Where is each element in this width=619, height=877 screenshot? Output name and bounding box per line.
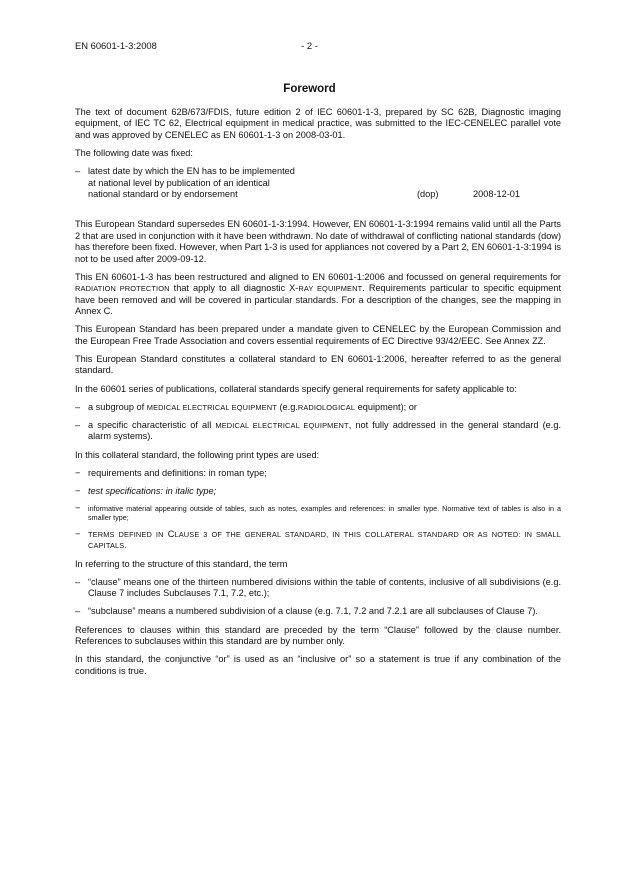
print-type-small: − informative material appearing outside of tables, such as notes, examples and references: in smaller type. Normative text of tables is also in a smaller type; [75, 504, 561, 522]
paragraph-inclusive-or: In this standard, the conjunctive “or” is used as an “inclusive or” so a statement is true if any combination of the conditions is true. [75, 654, 561, 676]
paragraph-restructured: This EN 60601-1-3 has been restructured and aligned to EN 60601-1:2006 and focussed on general requirements for RADIATION PROTECTION that apply to all diagnostic X-RAY EQUIPMENT. Requirements particular to specific equipment have been removed and will be covered in particular standards. For a description of the changes, see the mapping in Annex C. [75, 271, 561, 317]
body-text [75, 107, 561, 684]
smallcaps-radiological: RADIOLOGICAL [297, 402, 356, 412]
smallcaps-radiation-protection: RADIATION PROTECTION [75, 284, 170, 294]
list-dash [75, 606, 80, 617]
list-dash [75, 420, 80, 431]
section-title: Foreword [283, 83, 336, 95]
paragraph-structure-terms: In referring to the structure of this standard, the term [75, 558, 288, 569]
document-id: EN 60601-1-3:2008 [75, 40, 157, 51]
print-type-italic: − test specifications: in italic type; [75, 486, 561, 497]
print-type-roman: − requirements and definitions: in roman type; [75, 468, 561, 479]
paragraph-mandate: This European Standard has been prepared under a mandate given to CENELEC by the European Commission and the European Free Trade Association and covers essential requirements of EC Directive 93/42/EEC. See Annex ZZ. [75, 324, 561, 346]
list-dash [75, 166, 80, 177]
paragraph-document-origin: The text of document 62B/673/FDIS, future edition 2 of IEC 60601-1-3, prepared by SC 62B, Diagnostic imaging equipment, of IEC TC 62, Electrical equipment in medical practice, was submitted to the IEC-CENELEC parallel vote and was approved by CENELEC as EN 60601-1-3 on 2008-03-01. [75, 107, 561, 140]
paragraph-references: References to clauses within this standard are preceded by the term “Clause” followed by the clause number. References to subclauses within this standard are by number only. [75, 624, 561, 646]
smallcaps-medical-electrical-equipment: MEDICAL ELECTRICAL EQUIPMENT [215, 420, 349, 430]
dop-date: 2008-12-01 [473, 189, 520, 200]
list-item-subgroup: – a subgroup of MEDICAL ELECTRICAL EQUIPMENT (e.g.RADIOLOGICAL equipment); or [75, 402, 561, 413]
list-dash [75, 402, 80, 413]
print-type-smallcaps: − TERMS DEFINED IN CLAUSE 3 OF THE GENERAL STANDARD, IN THIS COLLATERAL STANDARD OR AS NOTED: IN SMALL CAPITALS. [75, 529, 561, 552]
list-dash [75, 577, 80, 588]
dop-line-1: latest date by which the EN has to be implemented [88, 166, 295, 177]
paragraph-print-types: In this collateral standard, the following print types are used: [75, 449, 320, 460]
smallcaps-medical-electrical-equipment: MEDICAL ELECTRICAL EQUIPMENT [146, 402, 277, 412]
smallcaps-ray-equipment: RAY EQUIPMENT [298, 284, 363, 294]
dop-code: (dop) [417, 189, 439, 200]
list-item-characteristic: – a specific characteristic of all MEDICAL ELECTRICAL EQUIPMENT, not fully addressed in the general standard (e.g. alarm systems). [75, 420, 561, 443]
list-dash [75, 529, 80, 540]
page-number: - 2 - [301, 40, 318, 51]
dop-line-3: national standard or by endorsement [88, 189, 238, 200]
term-subclause: – “subclause” means a numbered subdivision of a clause (e.g. 7.1, 7.2 and 7.2.1 are all subclauses of Clause 7). [75, 606, 561, 617]
paragraph-supersedes: This European Standard supersedes EN 60601-1-3:1994. However, EN 60601-1-3:1994 remains valid until all the Parts 2 that are used in conjunction with it have been withdrawn. No date of withdrawal of conflicting national standards (dow) has therefore been fixed. However, when Part 1-3 is used for appliances not covered by a Part 2, EN 60601-1-3:1994 is not to be used after 2009-09-12. [75, 219, 561, 264]
paragraph-collateral: This European Standard constitutes a collateral standard to EN 60601-1:2006, hereafter referred to as the general standard. [75, 353, 561, 376]
paragraph-dates-intro: The following date was fixed: [75, 148, 193, 159]
paragraph-series: In the 60601 series of publications, collateral standards specify general requirements for safety applicable to: [75, 383, 517, 394]
list-dash [75, 504, 80, 513]
date-of-publication-item [75, 166, 561, 200]
list-dash [75, 486, 80, 497]
dop-line-2: at national level by publication of an identical [88, 177, 270, 188]
term-clause: – “clause” means one of the thirteen numbered divisions within the table of contents, inclusive of all subdivisions (e.g. Clause 7 includes Subclauses 7.1, 7.2, etc.); [75, 577, 561, 600]
list-dash [75, 468, 80, 479]
